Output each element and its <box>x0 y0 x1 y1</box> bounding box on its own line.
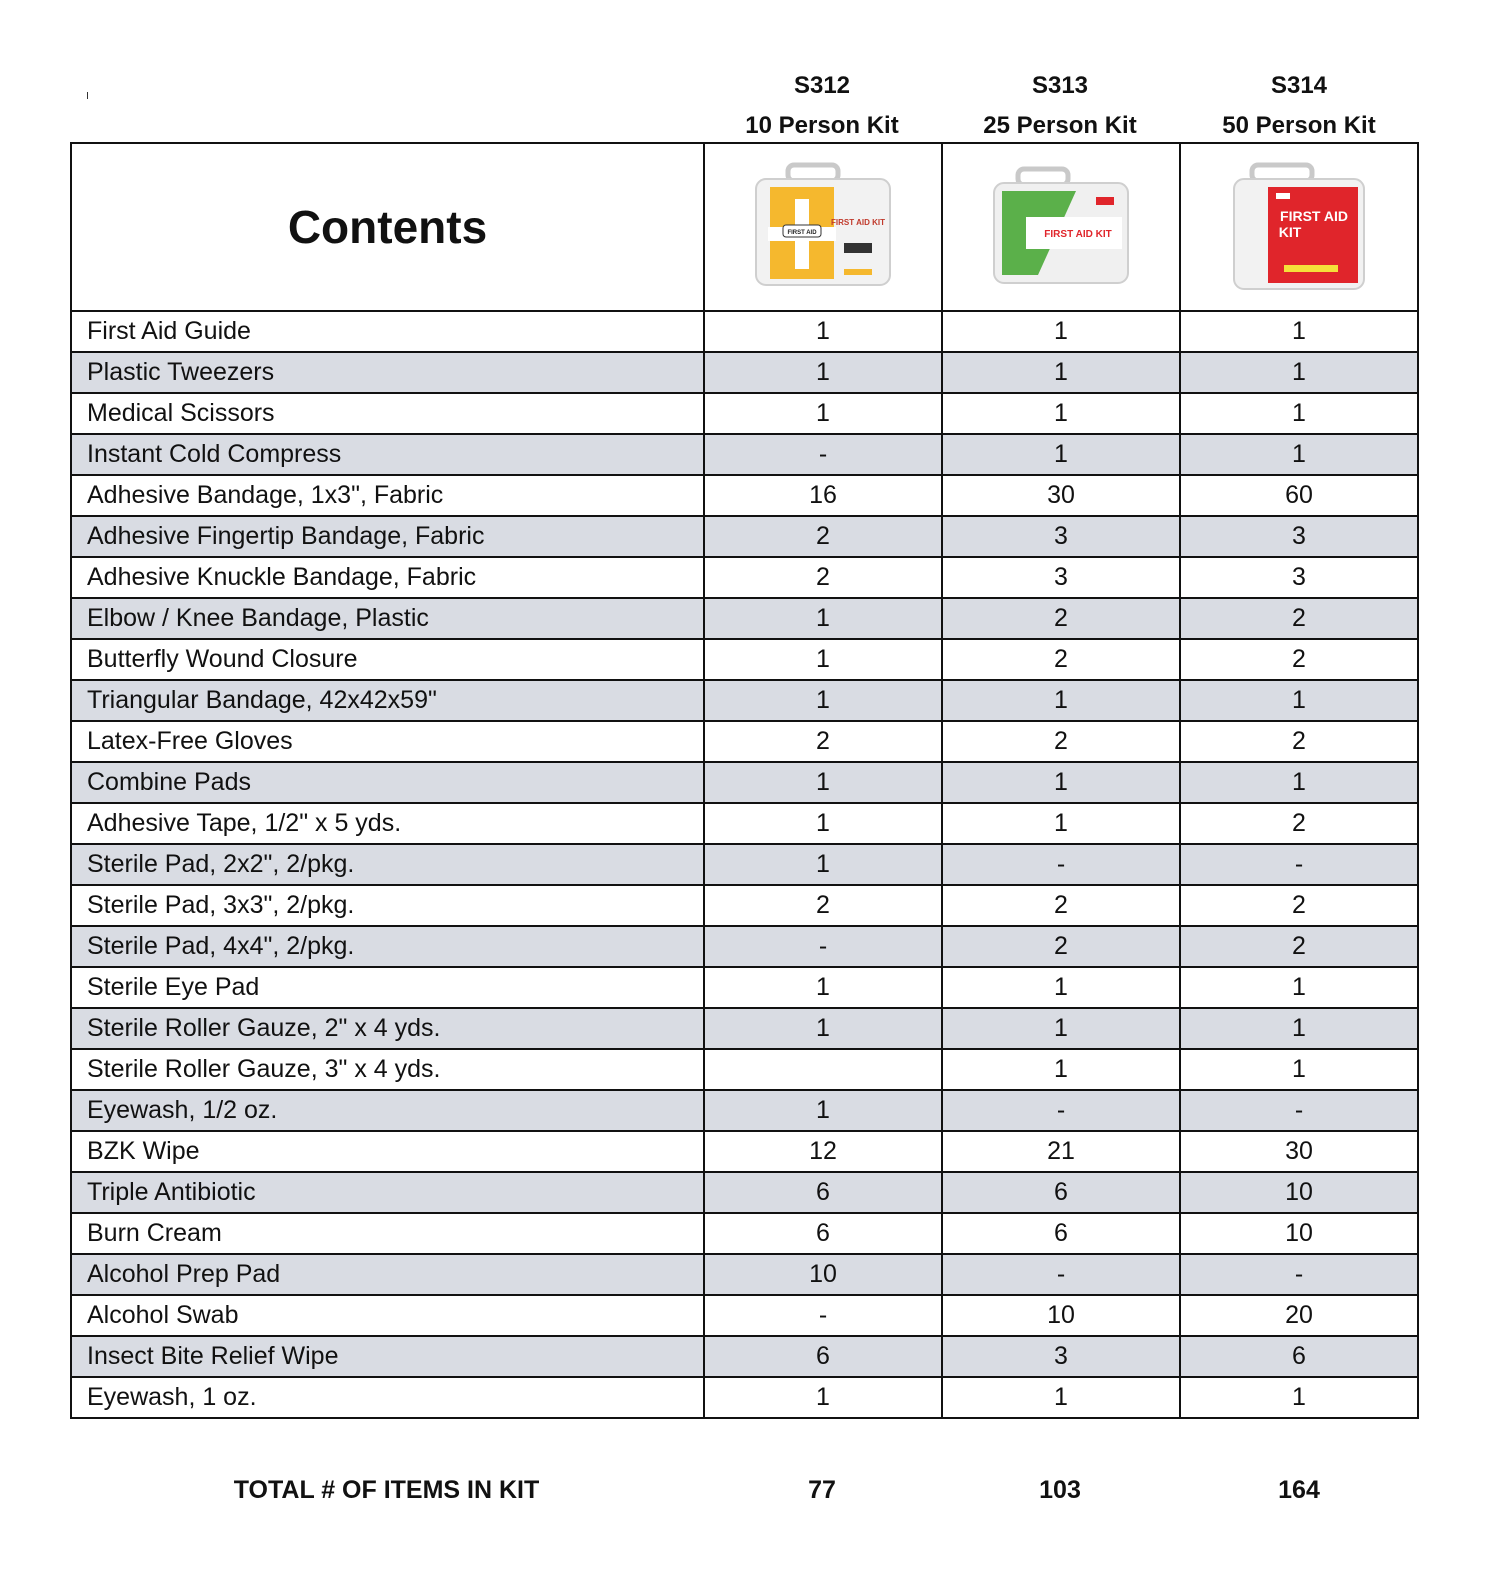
total-s314: 164 <box>1278 1476 1320 1504</box>
green-kit-label: FIRST AID KIT <box>1044 229 1112 240</box>
item-qty-s313: - <box>942 1254 1180 1295</box>
item-qty-s313: 1 <box>942 1008 1180 1049</box>
table-row <box>71 885 1418 926</box>
item-qty-s313: 1 <box>942 803 1180 844</box>
table-row <box>71 762 1418 803</box>
item-qty-s312: 6 <box>704 1213 942 1254</box>
item-qty-s313: - <box>942 1090 1180 1131</box>
item-qty-s313: 1 <box>942 967 1180 1008</box>
item-qty-s312: 1 <box>704 639 942 680</box>
table-row <box>71 844 1418 885</box>
item-name: Combine Pads <box>71 762 704 803</box>
kit-contents-table <box>70 142 1419 1419</box>
item-qty-s314: 2 <box>1180 926 1418 967</box>
total-s312: 77 <box>808 1476 836 1504</box>
item-qty-s314: 3 <box>1180 557 1418 598</box>
table-row <box>71 1172 1418 1213</box>
item-name: Sterile Roller Gauze, 2" x 4 yds. <box>71 1008 704 1049</box>
yellow-kit-image <box>748 157 898 297</box>
item-name: Alcohol Prep Pad <box>71 1254 704 1295</box>
item-name: Latex-Free Gloves <box>71 721 704 762</box>
table-row <box>71 1254 1418 1295</box>
table-row <box>71 434 1418 475</box>
item-qty-s314: 1 <box>1180 1377 1418 1418</box>
table-row <box>71 1377 1418 1418</box>
item-qty-s314: 1 <box>1180 352 1418 393</box>
item-qty-s314: 10 <box>1180 1172 1418 1213</box>
item-qty-s314: - <box>1180 1254 1418 1295</box>
item-qty-s313: - <box>942 844 1180 885</box>
table-row <box>71 967 1418 1008</box>
table-row <box>71 1336 1418 1377</box>
item-name: Triple Antibiotic <box>71 1172 704 1213</box>
kit-label: 25 Person Kit <box>983 112 1137 139</box>
item-qty-s313: 3 <box>942 557 1180 598</box>
item-name: Sterile Pad, 4x4", 2/pkg. <box>71 926 704 967</box>
table-row <box>71 680 1418 721</box>
table-row <box>71 1090 1418 1131</box>
item-qty-s314: 10 <box>1180 1213 1418 1254</box>
item-qty-s314: 2 <box>1180 639 1418 680</box>
item-name: First Aid Guide <box>71 311 704 352</box>
item-qty-s312: 1 <box>704 393 942 434</box>
kit-code: S313 <box>1031 72 1089 99</box>
item-qty-s312: - <box>704 434 942 475</box>
item-qty-s314: 2 <box>1180 803 1418 844</box>
item-qty-s313: 1 <box>942 393 1180 434</box>
table-row <box>71 1008 1418 1049</box>
svg-text:FIRST AID: FIRST AID <box>787 230 817 236</box>
item-qty-s314: 30 <box>1180 1131 1418 1172</box>
item-qty-s312: 10 <box>704 1254 942 1295</box>
table-row <box>71 516 1418 557</box>
table-row <box>71 475 1418 516</box>
item-qty-s314: 1 <box>1180 967 1418 1008</box>
item-name: Butterfly Wound Closure <box>71 639 704 680</box>
table-row <box>71 926 1418 967</box>
kit-label: 10 Person Kit <box>745 112 899 139</box>
item-qty-s313: 1 <box>942 762 1180 803</box>
kit-header-s314 <box>1179 66 1419 142</box>
item-name: Insect Bite Relief Wipe <box>71 1336 704 1377</box>
item-name: Adhesive Tape, 1/2" x 5 yds. <box>71 803 704 844</box>
item-qty-s314: 1 <box>1180 1008 1418 1049</box>
item-qty-s312: 1 <box>704 1377 942 1418</box>
kit-header-s313 <box>941 66 1179 142</box>
total-label: TOTAL # OF ITEMS IN KIT <box>233 1476 540 1504</box>
totals-row <box>70 1470 1419 1510</box>
item-qty-s312: - <box>704 1295 942 1336</box>
item-qty-s313: 3 <box>942 1336 1180 1377</box>
item-name: Elbow / Knee Bandage, Plastic <box>71 598 704 639</box>
item-qty-s313: 2 <box>942 926 1180 967</box>
item-qty-s313: 2 <box>942 721 1180 762</box>
item-qty-s312: 1 <box>704 967 942 1008</box>
item-qty-s314: 2 <box>1180 885 1418 926</box>
item-name: Burn Cream <box>71 1213 704 1254</box>
item-qty-s312: 1 <box>704 803 942 844</box>
stray-mark <box>87 92 88 99</box>
kit-label: 50 Person Kit <box>1222 112 1376 139</box>
red-kit-image <box>1224 157 1374 297</box>
item-qty-s313: 1 <box>942 434 1180 475</box>
item-name: Adhesive Bandage, 1x3", Fabric <box>71 475 704 516</box>
item-qty-s312: 6 <box>704 1172 942 1213</box>
table-row <box>71 1049 1418 1090</box>
table-row <box>71 639 1418 680</box>
item-qty-s312: 1 <box>704 352 942 393</box>
item-name: BZK Wipe <box>71 1131 704 1172</box>
table-row <box>71 557 1418 598</box>
table-row <box>71 352 1418 393</box>
item-qty-s312: 12 <box>704 1131 942 1172</box>
item-qty-s312: 1 <box>704 762 942 803</box>
item-qty-s313: 21 <box>942 1131 1180 1172</box>
item-name: Adhesive Fingertip Bandage, Fabric <box>71 516 704 557</box>
kit-code: S312 <box>793 72 851 99</box>
item-qty-s313: 10 <box>942 1295 1180 1336</box>
item-qty-s314: 2 <box>1180 598 1418 639</box>
item-name: Adhesive Knuckle Bandage, Fabric <box>71 557 704 598</box>
item-qty-s312: 6 <box>704 1336 942 1377</box>
item-qty-s314: 3 <box>1180 516 1418 557</box>
item-qty-s313: 2 <box>942 885 1180 926</box>
table-row <box>71 311 1418 352</box>
item-qty-s314: 1 <box>1180 311 1418 352</box>
item-qty-s313: 1 <box>942 311 1180 352</box>
table-row <box>71 1213 1418 1254</box>
item-qty-s313: 6 <box>942 1213 1180 1254</box>
item-qty-s312: 2 <box>704 885 942 926</box>
item-qty-s313: 3 <box>942 516 1180 557</box>
table-row <box>71 1131 1418 1172</box>
item-qty-s314: 60 <box>1180 475 1418 516</box>
item-qty-s314: 1 <box>1180 434 1418 475</box>
item-qty-s312 <box>704 1049 942 1090</box>
item-qty-s314: 20 <box>1180 1295 1418 1336</box>
item-qty-s314: 1 <box>1180 762 1418 803</box>
item-qty-s313: 1 <box>942 352 1180 393</box>
item-qty-s314: 2 <box>1180 721 1418 762</box>
table-row <box>71 393 1418 434</box>
contents-title: Contents <box>71 143 704 311</box>
item-qty-s312: 1 <box>704 1090 942 1131</box>
item-qty-s312: 1 <box>704 844 942 885</box>
item-name: Alcohol Swab <box>71 1295 704 1336</box>
item-name: Sterile Eye Pad <box>71 967 704 1008</box>
item-qty-s314: - <box>1180 844 1418 885</box>
item-name: Sterile Roller Gauze, 3" x 4 yds. <box>71 1049 704 1090</box>
item-qty-s313: 1 <box>942 1377 1180 1418</box>
kit-image-s313 <box>942 143 1180 311</box>
item-qty-s314: - <box>1180 1090 1418 1131</box>
item-qty-s313: 2 <box>942 598 1180 639</box>
item-qty-s313: 6 <box>942 1172 1180 1213</box>
kit-image-s312 <box>704 143 942 311</box>
item-qty-s314: 6 <box>1180 1336 1418 1377</box>
table-row <box>71 598 1418 639</box>
item-qty-s314: 1 <box>1180 1049 1418 1090</box>
kit-header-s312 <box>703 66 941 142</box>
table-row <box>71 803 1418 844</box>
item-qty-s312: 1 <box>704 1008 942 1049</box>
yellow-kit-label: FIRST AID KIT <box>831 218 885 227</box>
item-qty-s312: 1 <box>704 598 942 639</box>
red-kit-label-line1: FIRST AID <box>1280 208 1348 224</box>
item-qty-s314: 1 <box>1180 680 1418 721</box>
item-qty-s312: 1 <box>704 680 942 721</box>
kit-code: S314 <box>1270 72 1328 99</box>
total-s313: 103 <box>1039 1476 1081 1504</box>
item-qty-s313: 1 <box>942 680 1180 721</box>
red-kit-label-line2: KIT <box>1278 224 1302 240</box>
item-name: Medical Scissors <box>71 393 704 434</box>
item-name: Eyewash, 1 oz. <box>71 1377 704 1418</box>
item-qty-s313: 2 <box>942 639 1180 680</box>
green-kit-image <box>986 157 1136 297</box>
item-qty-s314: 1 <box>1180 393 1418 434</box>
table-header-row <box>71 143 1418 311</box>
item-qty-s313: 30 <box>942 475 1180 516</box>
item-qty-s313: 1 <box>942 1049 1180 1090</box>
item-qty-s312: 1 <box>704 311 942 352</box>
item-name: Triangular Bandage, 42x42x59" <box>71 680 704 721</box>
item-name: Eyewash, 1/2 oz. <box>71 1090 704 1131</box>
item-qty-s312: 16 <box>704 475 942 516</box>
item-name: Plastic Tweezers <box>71 352 704 393</box>
kit-image-s314 <box>1180 143 1418 311</box>
table-row <box>71 721 1418 762</box>
item-qty-s312: 2 <box>704 721 942 762</box>
item-qty-s312: 2 <box>704 557 942 598</box>
table-row <box>71 1295 1418 1336</box>
item-qty-s312: - <box>704 926 942 967</box>
item-qty-s312: 2 <box>704 516 942 557</box>
item-name: Sterile Pad, 3x3", 2/pkg. <box>71 885 704 926</box>
item-name: Instant Cold Compress <box>71 434 704 475</box>
item-name: Sterile Pad, 2x2", 2/pkg. <box>71 844 704 885</box>
